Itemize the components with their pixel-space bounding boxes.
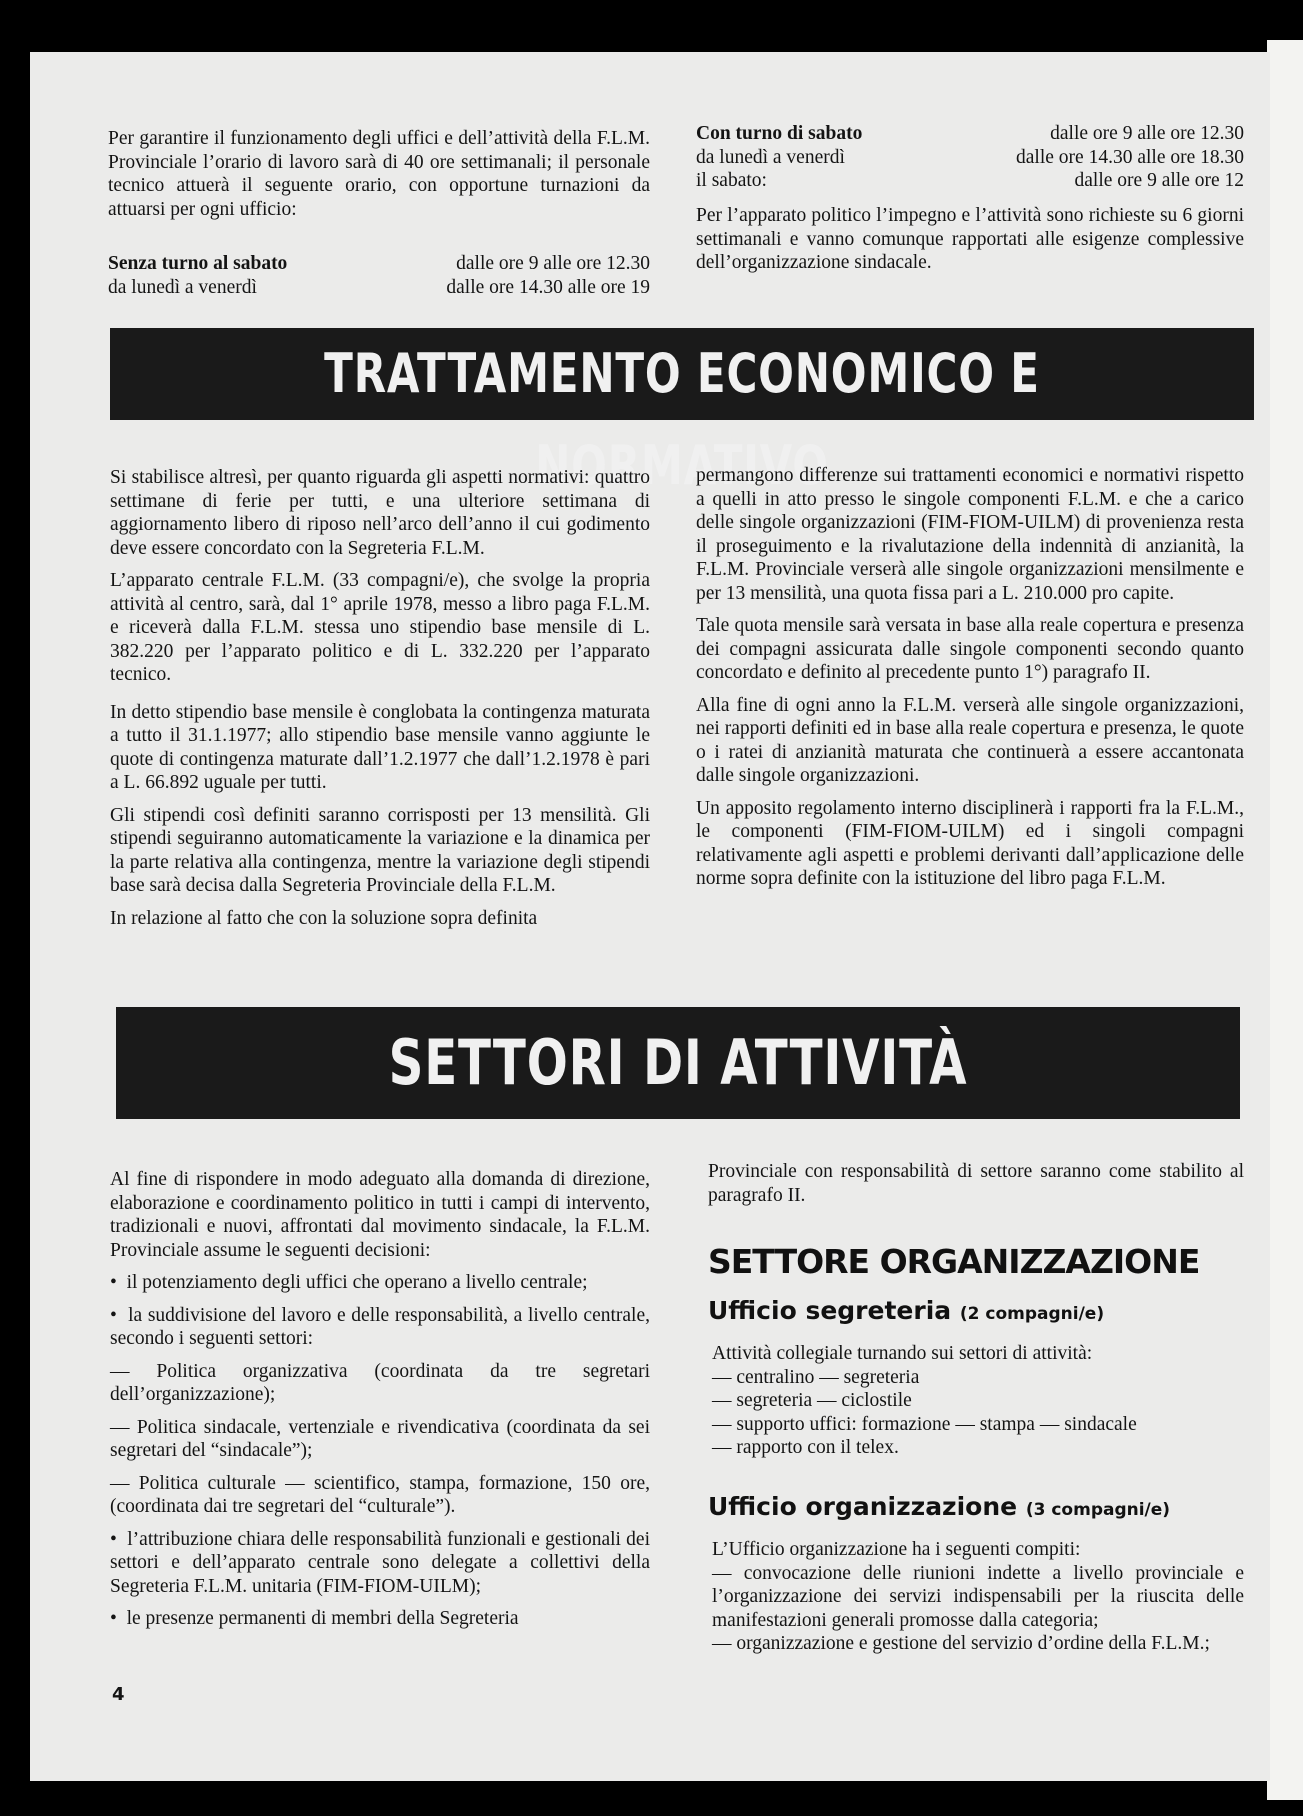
settori-bullet-4: • le presenze permanenti di membri della Segreteria <box>110 1607 650 1631</box>
trattamento-right-p4: Un apposito regolamento interno disciplinerà i rapporti fra la F.L.M., le componenti (FIM-FIOM-UILM) ed i singoli compagni relativamente agli aspetti e problemi derivanti dall’applicazione delle norme sopra definite con la istituzione del libro paga F.L.M. <box>696 797 1244 889</box>
adjacent-page-edge <box>1267 40 1303 1800</box>
ufficio-segreteria-item-1: — centralino — segreteria <box>712 1366 920 1388</box>
trattamento-left-column <box>110 466 650 939</box>
con-turno-days: da lunedì a venerdì <box>696 146 845 168</box>
banner-settori-text: SETTORI DI ATTIVITÀ <box>388 1026 968 1099</box>
con-turno-saturday-hours: dalle ore 9 alle ore 12 <box>1074 170 1244 191</box>
senza-turno-morning: dalle ore 9 alle ore 12.30 <box>456 253 650 274</box>
ufficio-organizzazione-title <box>708 1492 1170 1521</box>
trattamento-right-p2: Tale quota mensile sarà versata in base alla reale copertura e presenza dei compagni assicurata dalle singole componenti secondo quanto concordato e definito al precedente punto 1°) paragrafo II. <box>696 615 1244 683</box>
con-turno-afternoon: dalle ore 14.30 alle ore 18.30 <box>1016 146 1244 168</box>
ufficio-segreteria-body <box>712 1342 1244 1460</box>
ufficio-organizzazione-item-2: — organizzazione e gestione del servizio d’ordine della F.L.M.; <box>712 1633 1210 1654</box>
ufficio-organizzazione-body <box>712 1538 1244 1656</box>
settori-bullet-1: • il potenziamento degli uffici che operano a livello centrale; <box>110 1271 650 1295</box>
banner-settori <box>116 1007 1240 1119</box>
senza-turno-afternoon: dalle ore 14.30 alle ore 19 <box>446 276 650 298</box>
trattamento-left-p1: Si stabilisce altresì, per quanto riguarda gli aspetti normativi: quattro settimane di ferie per tutti, e una ulteriore settimana di aggiornamento libero di riposo nell’arco dell’anno il cui godimento deve essere concordato con la Segreteria F.L.M. <box>110 467 650 559</box>
senza-turno-label: Senza turno al sabato <box>108 253 288 274</box>
ufficio-segreteria-item-3: — supporto uffici: formazione — stampa — sindacale <box>712 1413 1137 1435</box>
settori-bullet-3: • l’attribuzione chiara delle responsabilità funzionali e gestionali dei settori e dell’apparato centrale sono delegate a collettivi della Segreteria F.L.M. unitaria (FIM-FIOM-UILM); <box>110 1528 650 1599</box>
ufficio-segreteria-item-2: — segreteria — ciclostile <box>712 1390 912 1411</box>
settori-intro: Al fine di rispondere in modo adeguato alla domanda di direzione, elaborazione e coordinamento politico in tutti i campi di intervento, tradizionali e nuovi, affrontati dal movimento sindacale, la F.L.M. Provinciale assume le seguenti decisioni: <box>110 1169 650 1261</box>
ufficio-organizzazione-count: (3 compagni/e) <box>1025 1500 1171 1520</box>
ufficio-segreteria-intro: Attività collegiale turnando sui settori di attività: <box>712 1343 1093 1364</box>
banner-trattamento-text: TRATTAMENTO ECONOMICO E NORMATIVO <box>324 342 1040 497</box>
settori-dash-1: — Politica organizzativa (coordinata da tre segretari dell’organizzazione); <box>110 1360 650 1405</box>
senza-turno-days: da lunedì a venerdì <box>108 276 257 298</box>
ufficio-segreteria-item-4: — rapporto con il telex. <box>712 1437 899 1458</box>
con-turno-label: Con turno di sabato <box>696 123 863 144</box>
con-turno-saturday: il sabato: <box>696 170 767 191</box>
intro-paragraph: Per garantire il funzionamento degli uffici e dell’attività della F.L.M. Provinciale l’orario di lavoro sarà di 40 ore settimanali; il personale tecnico attuerà il seguente orario, con opportune turnazioni da attuarsi per ogni ufficio: <box>108 128 650 220</box>
settori-right-paragraph: Provinciale con responsabilità di settore saranno come stabilito al paragrafo II. <box>708 1161 1244 1206</box>
page-number: 4 <box>112 1684 125 1705</box>
trattamento-right-column <box>696 464 1244 900</box>
section-title-organizzazione: SETTORE ORGANIZZAZIONE <box>708 1242 1200 1281</box>
trattamento-right-p1: permangono differenze sui trattamenti economici e normativi rispetto a quelli in atto presso le singole componenti F.L.M. e che a carico delle singole organizzazioni (FIM-FIOM-UILM) di provenienza resta il proseguimento e la rivalutazione della indennità di anzianità, la F.L.M. Provinciale verserà alle singole organizzazioni mensilmente e per 13 mensilità, una quota fissa pari a L. 210.000 pro capite. <box>696 465 1244 604</box>
trattamento-left-p3: In detto stipendio base mensile è conglobata la contingenza maturata a tutto il 31.1.1977; allo stipendio base mensile vanno aggiunte le quote di contingenza maturate dall’1.2.1977 che dall’1.2.1978 è pari a L. 66.892 uguale per tutti. <box>110 701 650 793</box>
schedule-con-turno <box>696 122 1244 193</box>
intro-left-column <box>108 127 650 230</box>
magazine-page <box>30 52 1270 1781</box>
trattamento-left-p2: L’apparato centrale F.L.M. (33 compagni/e), che svolge la propria attività al centro, sarà, dal 1° aprile 1978, messo a libro paga F.L.M. e riceverà dalla F.L.M. stessa uno stipendio base mensile di L. 382.220 per l’apparato politico e di L. 332.220 per l’apparato tecnico. <box>110 570 650 685</box>
intro-right-column <box>696 204 1244 284</box>
con-turno-morning: dalle ore 9 alle ore 12.30 <box>1050 123 1244 144</box>
ufficio-segreteria-title <box>708 1296 1104 1325</box>
settori-right-intro <box>708 1160 1244 1216</box>
trattamento-left-p5: In relazione al fatto che con la soluzione sopra definita <box>110 907 538 929</box>
banner-trattamento <box>110 328 1254 497</box>
ufficio-organizzazione-item-1: — convocazione delle riunioni indette a livello provinciale e l’organizzazione dei servizi indispensabili per la riuscita delle manifestazioni generali promosse dalla categoria; <box>712 1562 1244 1631</box>
trattamento-left-p4: Gli stipendi così definiti saranno corrisposti per 13 mensilità. Gli stipendi seguiranno automaticamente la variazione e la dinamica per la parte relativa alla contingenza, mentre la variazione degli stipendi base sarà decisa dalla Segreteria Provinciale della F.L.M. <box>110 804 650 896</box>
ufficio-organizzazione-intro: L’Ufficio organizzazione ha i seguenti compiti: <box>712 1539 1081 1560</box>
ufficio-segreteria-name: Ufficio segreteria <box>708 1296 952 1325</box>
trattamento-right-p3: Alla fine di ogni anno la F.L.M. verserà alle singole organizzazioni, nei rapporti definiti ed in base alla reale copertura e presenza, le quote o i ratei di anzianità maturata che continuerà a essere accantonata dalle singole organizzazioni. <box>696 694 1244 786</box>
settori-dash-2: — Politica sindacale, vertenziale e rivendicativa (coordinata da sei segretari del “sindacale”); <box>110 1416 650 1461</box>
schedule-senza-turno <box>108 252 650 299</box>
settori-bullet-2: • la suddivisione del lavoro e delle responsabilità, a livello centrale, secondo i seguenti settori: <box>110 1304 650 1351</box>
ufficio-organizzazione-name: Ufficio organizzazione <box>708 1492 1018 1521</box>
apparato-politico-paragraph: Per l’apparato politico l’impegno e l’attività sono richieste su 6 giorni settimanali e vanno comunque rapportati alle esigenze complessive dell’organizzazione sindacale. <box>696 205 1244 273</box>
settori-left-column <box>110 1168 650 1640</box>
settori-dash-3: — Politica culturale — scientifico, stampa, formazione, 150 ore, (coordinata dai tre segretari del “culturale”). <box>110 1472 650 1517</box>
ufficio-segreteria-count: (2 compagni/e) <box>959 1304 1105 1324</box>
